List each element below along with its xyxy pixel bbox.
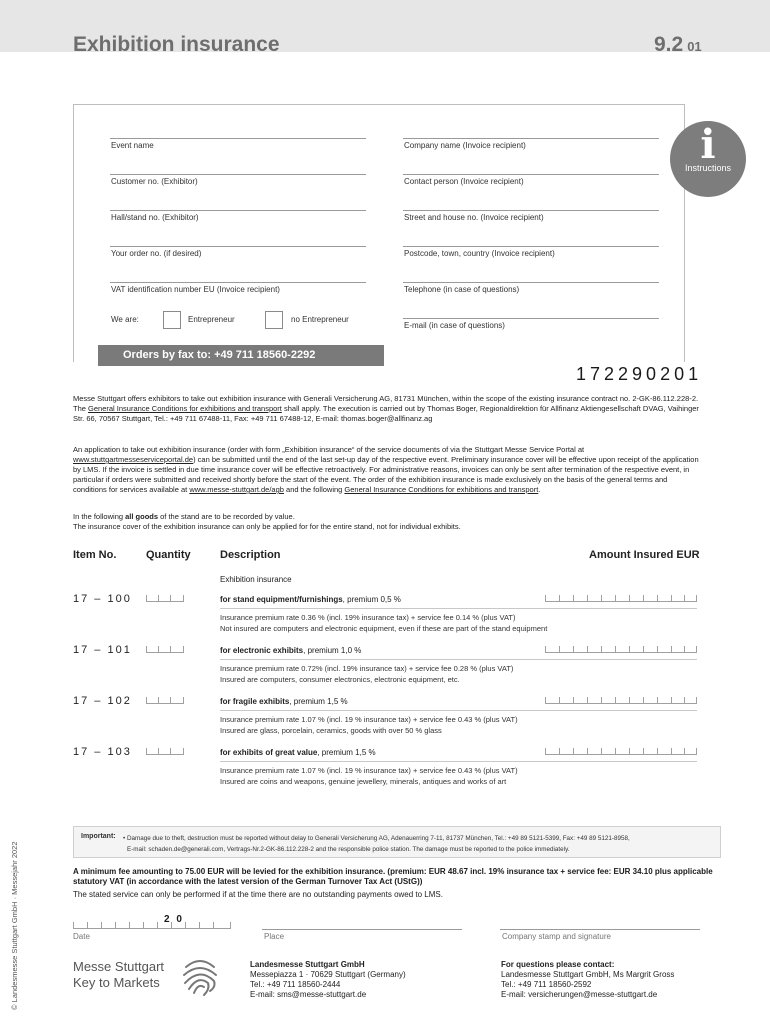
amount-insured-field[interactable] — [545, 645, 697, 653]
stamp-label: Company stamp and signature — [502, 932, 611, 941]
intro-p3-bold: all goods — [125, 512, 159, 521]
quantity-field[interactable] — [146, 594, 184, 602]
item-coverage-note: Insured are glass, porcelain, ceramics, goods with over 50 % glass — [220, 726, 442, 735]
customer-no-label: Customer no. (Exhibitor) — [111, 177, 198, 186]
entrepreneur-label: Entrepreneur — [188, 315, 235, 324]
intro-p1-text-a: Messe Stuttgart offers exhibitors to take out exhibition insurance with Generali Versicherung AG, 81731 München, within the scope of the existing insurance contract no. 2-GK-86.112.228-2. The — [73, 394, 699, 413]
instructions-label: Instructions — [684, 163, 732, 173]
minimum-fee-text: A minimum fee amounting to 75.00 EUR will be levied for the exhibition insurance. (premium: EUR 48.67 incl. 19% insurance tax + service fee: EUR 34.10 plus applicable statutory VAT (in accordance with the latest version of the German Turnover Tax Act (UStG)) — [73, 867, 713, 886]
item-coverage-note: Insured are computers, consumer electronics, electronic equipment, etc. — [220, 675, 460, 684]
col-desc-header: Description — [220, 549, 281, 561]
important-line-1: • Damage due to theft, destruction must be reported without delay to Generali Versicherung AG, Adenauerring 7-11, 81737 München, Tel.: +49 89 5121-5399, Fax: +49 89 5121-8958, — [123, 835, 630, 842]
event-name-field[interactable] — [110, 138, 366, 139]
item-title-rest: , premium 1,5 % — [289, 697, 348, 706]
item-premium-rate: Insurance premium rate 1.07 % (incl. 19 % insurance tax) + service fee 0.43 % (plus VAT) — [220, 715, 518, 724]
messe-logo-text — [73, 959, 164, 991]
email-field[interactable] — [403, 318, 659, 319]
item-title-bold: for fragile exhibits — [220, 697, 290, 706]
contact-person-label: Contact person (Invoice recipient) — [404, 177, 524, 186]
important-line-2: E-mail: schaden.de@generali.com, Vertrags-Nr.2-GK-86.112.228-2 and the responsible police station. The damage must be reported to the police immediately. — [127, 846, 570, 853]
no-entrepreneur-checkbox[interactable] — [265, 311, 283, 329]
item-detail — [220, 663, 690, 685]
questions-email[interactable]: E-mail: versicherungen@messe-stuttgart.de — [501, 990, 658, 999]
event-name-label: Event name — [111, 141, 154, 150]
item-number: 17 – 101 — [73, 644, 132, 656]
quantity-field[interactable] — [146, 747, 184, 755]
intro-p3-line2: The insurance cover of the exhibition insurance can only be applied for for the entire stand, not for individual exhibits. — [73, 522, 461, 531]
item-title-rest: , premium 0,5 % — [342, 595, 401, 604]
section-title: Exhibition insurance — [220, 575, 292, 584]
amount-insured-field[interactable] — [545, 594, 697, 602]
questions-title: For questions please contact: — [501, 960, 615, 969]
quantity-field[interactable] — [146, 696, 184, 704]
item-premium-rate: Insurance premium rate 1.07 % (incl. 19 % insurance tax) + service fee 0.43 % (plus VAT) — [220, 766, 518, 775]
page-number-sub: 01 — [687, 39, 702, 54]
postcode-label: Postcode, town, country (Invoice recipient) — [404, 249, 555, 258]
instructions-button[interactable] — [670, 121, 746, 197]
side-copyright: © Landesmesse Stuttgart GmbH · Messejahr 2022 — [10, 841, 19, 1010]
page-number-main: 9.2 — [654, 33, 684, 56]
item-divider — [220, 608, 697, 609]
telephone-label: Telephone (in case of questions) — [404, 285, 520, 294]
customer-no-field[interactable] — [110, 174, 366, 175]
info-icon: i — [700, 121, 716, 168]
service-condition-text: The stated service can only be performed if at the time there are no outstanding payments owed to LMS. — [73, 890, 443, 899]
street-label: Street and house no. (Invoice recipient) — [404, 213, 544, 222]
stamp-field[interactable] — [500, 929, 700, 930]
item-number: 17 – 100 — [73, 593, 132, 605]
email-label: E-mail (in case of questions) — [404, 321, 505, 330]
no-entrepreneur-label: no Entrepreneur — [291, 315, 349, 324]
place-field[interactable] — [262, 929, 462, 930]
item-title — [220, 595, 401, 604]
intro-p1-text-b: shall apply. The execution is carried out by Thomas Boger, Regionaldirektion für Allfinanz Aktiengesellschaft DVAG, Vaihinger Str. 66, 70567 Stuttgart, Tel.: +49 711 67488-11, Fax: +49 711 67488-12, E-mail: thomas.boger@allfinanz.ag — [73, 404, 699, 423]
item-premium-rate: Insurance premium rate 0.72% (incl. 19% insurance tax) + service fee 0.28 % (plus VAT) — [220, 664, 514, 673]
item-title — [220, 697, 348, 706]
item-number: 17 – 103 — [73, 746, 132, 758]
item-title-bold: for stand equipment/furnishings — [220, 595, 343, 604]
page-number — [654, 33, 702, 57]
item-number: 17 – 102 — [73, 695, 132, 707]
item-title-bold: for electronic exhibits — [220, 646, 304, 655]
intro-paragraph-3 — [73, 512, 700, 532]
company-name-label: Company name (Invoice recipient) — [404, 141, 526, 150]
hall-stand-field[interactable] — [110, 210, 366, 211]
fingerprint-logo-icon — [180, 957, 220, 999]
item-premium-rate: Insurance premium rate 0.36 % (incl. 19% insurance tax) + service fee 0.14 % (plus VAT) — [220, 613, 516, 622]
insurance-conditions-link[interactable]: General Insurance Conditions for exhibitions and transport — [88, 404, 282, 413]
telephone-field[interactable] — [403, 282, 659, 283]
item-title — [220, 748, 376, 757]
company-tel: Tel.: +49 711 18560-2444 — [250, 980, 341, 989]
important-label: Important: — [81, 833, 116, 840]
company-address — [250, 960, 406, 1000]
street-field[interactable] — [403, 210, 659, 211]
place-label: Place — [264, 932, 285, 941]
intro-p2-text-b: ) can be submitted until the end of the last set-up day of the respective event. Preliminary insurance cover will be effective upon receipt of the application by LMS. If the invoice is settled in due time insurance cover will be effective retroactively. For administrative reasons, invoices can only be sent after termination of the respective event, in particular if orders were submitted and received shortly before the start of the event. The order of the exhibition insurance is made exclusively on the basis of the general terms and conditions for services available at — [73, 455, 699, 494]
order-no-label: Your order no. (if desired) — [111, 249, 202, 258]
agb-link[interactable]: www.messe-stuttgart.de/agb — [189, 485, 284, 494]
questions-tel: Tel.: +49 711 18560-2592 — [501, 980, 592, 989]
company-name: Landesmesse Stuttgart GmbH — [250, 960, 365, 969]
item-detail — [220, 612, 690, 634]
contact-person-field[interactable] — [403, 174, 659, 175]
form-code: 172290201 — [576, 364, 703, 384]
item-divider — [220, 659, 697, 660]
order-no-field[interactable] — [110, 246, 366, 247]
vat-id-field[interactable] — [110, 282, 366, 283]
intro-p2-text-d: . — [538, 485, 541, 494]
col-amount-header: Amount Insured EUR — [589, 549, 700, 561]
date-label: Date — [73, 932, 90, 941]
item-divider — [220, 710, 697, 711]
intro-p2-text-c: and the following — [283, 485, 345, 494]
intro-p2-text-a: An application to take out exhibition insurance (order with form „Exhibition insurance“ of the service documents of via the Stuttgart Messe Service Portal at — [73, 445, 585, 454]
quantity-field[interactable] — [146, 645, 184, 653]
service-portal-link[interactable]: www.stuttgartmesseserviceportal.de — [73, 455, 194, 464]
we-are-label: We are: — [111, 315, 139, 324]
date-field[interactable] — [73, 921, 231, 929]
insurance-conditions-link-2[interactable]: General Insurance Conditions for exhibitions and transport — [344, 485, 539, 494]
item-title-rest: , premium 1,0 % — [303, 646, 362, 655]
item-coverage-note: Not insured are computers and electronic equipment, even if these are part of the stand equipment — [220, 624, 548, 633]
important-text — [123, 833, 713, 855]
questions-contact — [501, 960, 674, 1000]
vat-id-label: VAT identification number EU (Invoice recipient) — [111, 285, 280, 294]
entrepreneur-checkbox[interactable] — [163, 311, 181, 329]
company-name-field[interactable] — [403, 138, 659, 139]
item-divider — [220, 761, 697, 762]
company-street: Messepiazza 1 · 70629 Stuttgart (Germany) — [250, 970, 406, 979]
questions-name: Landesmesse Stuttgart GmbH, Ms Margrit Gross — [501, 970, 675, 979]
item-detail — [220, 714, 690, 736]
company-email[interactable]: E-mail: sms@messe-stuttgart.de — [250, 990, 367, 999]
fax-bar: Orders by fax to: +49 711 18560-2292 — [98, 345, 384, 366]
item-title-rest: , premium 1,5 % — [317, 748, 376, 757]
col-qty-header: Quantity — [146, 549, 191, 561]
intro-paragraph-2 — [73, 445, 700, 495]
postcode-field[interactable] — [403, 246, 659, 247]
amount-insured-field[interactable] — [545, 696, 697, 704]
page-title: Exhibition insurance — [73, 33, 280, 56]
item-title — [220, 646, 361, 655]
hall-stand-label: Hall/stand no. (Exhibitor) — [111, 213, 199, 222]
item-coverage-note: Insured are coins and weapons, genuine jewellery, minerals, antiques and works of art — [220, 777, 507, 786]
year-prefix: 2 0 — [164, 914, 184, 925]
item-title-bold: for exhibits of great value — [220, 748, 318, 757]
intro-p3-text-b: of the stand are to be recorded by value. — [158, 512, 295, 521]
item-detail — [220, 765, 690, 787]
logo-line-2: Key to Markets — [73, 975, 160, 990]
col-item-header: Item No. — [73, 549, 117, 561]
logo-line-1: Messe Stuttgart — [73, 959, 165, 974]
amount-insured-field[interactable] — [545, 747, 697, 755]
intro-p3-text-a: In the following — [73, 512, 126, 521]
intro-paragraph-1 — [73, 394, 700, 424]
